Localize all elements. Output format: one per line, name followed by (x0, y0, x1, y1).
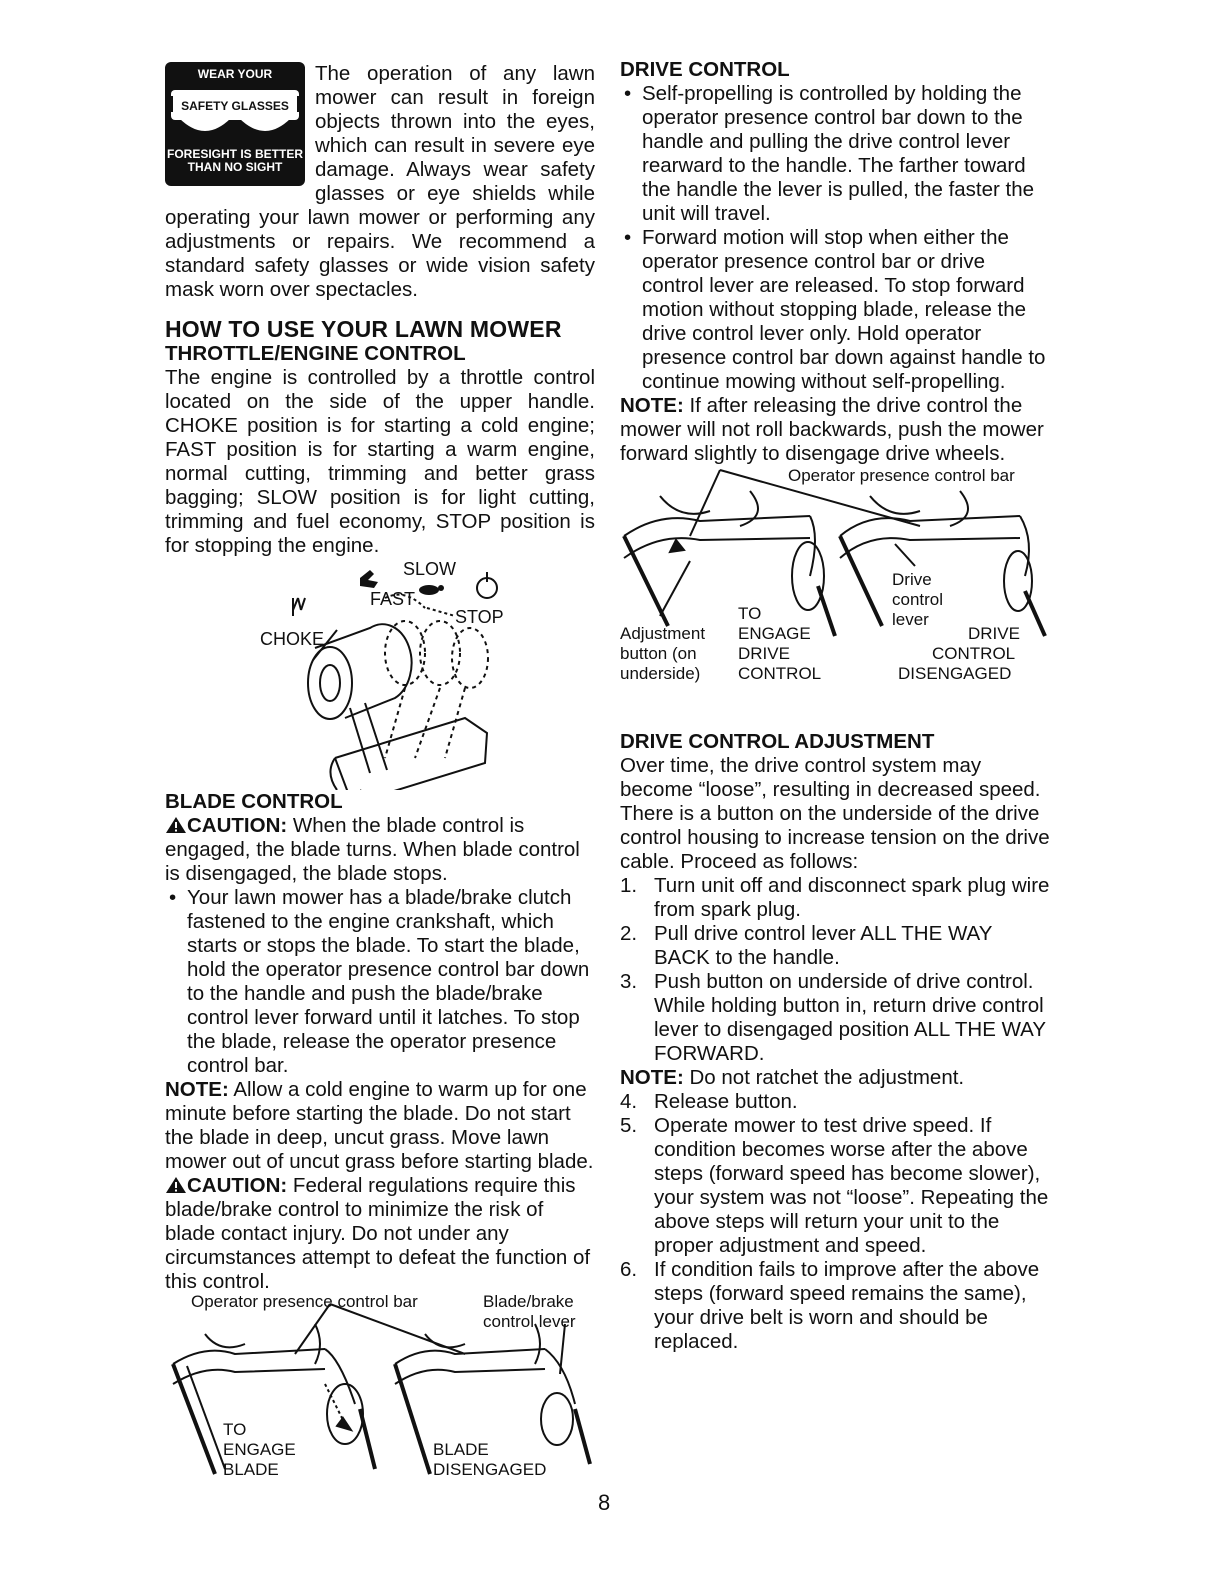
adjustment-step (620, 1258, 1050, 1354)
drive-fig-disengaged-1: DRIVE (968, 624, 1020, 643)
blade-control-heading: BLADE CONTROL (165, 790, 343, 813)
adjustment-step (620, 874, 1050, 922)
warning-triangle-icon (165, 1176, 187, 1194)
throttle-control-figure (165, 558, 595, 790)
drive-fig-operator-bar-label: Operator presence control bar (788, 466, 1015, 485)
step-text: Pull drive control lever ALL THE WAY BACK to the handle. (654, 922, 993, 969)
step-number: 1. (620, 874, 638, 897)
adjustment-heading: DRIVE CONTROL ADJUSTMENT (620, 730, 935, 753)
warning-triangle-icon (165, 816, 187, 834)
step-text: Push button on underside of drive control. While holding button in, return drive control lever to disengaged position ALL THE WAY FORWARD. (654, 970, 1046, 1065)
blade-control-figure (165, 1294, 595, 1484)
blade-fig-engage-3: BLADE (223, 1460, 279, 1479)
caution-text-1: When the blade control is engaged, the blade turns. When blade control is disengaged, the blade stops. (165, 814, 580, 885)
drive-note-text: If after releasing the drive control the mower will not roll backwards, push the mower forward slightly to disengage drive wheels. (620, 394, 1044, 465)
drive-fig-engage-2: ENGAGE (738, 624, 811, 643)
throttle-text: The engine is controlled by a throttle control located on the side of the upper handle. CHOKE position is for starting a cold engine; FAST position is for starting a warm engine, normal cutting, trimming and better grass bagging; SLOW position is for light cutting, trimming and fuel economy, STOP position is for stopping the engine. (165, 366, 595, 557)
adjustment-step (620, 922, 1050, 970)
adjustment-note-label: NOTE: (620, 1066, 684, 1089)
caution-label-1: CAUTION: (187, 814, 288, 837)
blade-note-text: Allow a cold engine to warm up for one minute before starting the blade. Do not start the blade in deep, uncut grass. Move lawn mower out of uncut grass before starting blade. (165, 1078, 594, 1173)
drive-control-heading: DRIVE CONTROL (620, 58, 790, 81)
adjustment-step (620, 1090, 1050, 1114)
drive-fig-drive-lever-3: lever (892, 610, 929, 629)
drive-fig-engage-1: TO (738, 604, 762, 623)
caution-text-2: Federal regulations require this blade/brake control to minimize the risk of blade contact injury. Do not under any circumstances attempt to defeat the function of this control. (165, 1174, 591, 1293)
intro-paragraph: The operation of any lawn mower can result in foreign objects thrown into the eyes, which can result in severe eye damage. Always wear safety glasses or eye shields while operating your lawn mower or performing any adjustments or repairs. We recommend a standard safety glasses or wide vision safety mask worn over spectacles. (165, 62, 595, 301)
drive-note-label: NOTE: (620, 394, 684, 417)
adjustment-steps (620, 874, 1050, 1066)
drive-control-figure (620, 466, 1050, 730)
adjustment-steps-continued (620, 1090, 1050, 1354)
stop-label: STOP (455, 607, 504, 627)
drive-control-illustration (620, 466, 1050, 730)
caution-label-2: CAUTION: (187, 1174, 288, 1197)
drive-control-bullet: • Forward motion will stop when either the operator presence control bar or drive control lever are released. To stop forward motion without stopping blade, release the drive control lever only. Hold operator presence control bar down against handle to continue mowing without self-propelling. (620, 226, 1050, 394)
safety-glasses-badge (165, 62, 305, 186)
throttle-heading: THROTTLE/ENGINE CONTROL (165, 342, 466, 365)
choke-label: CHOKE (260, 629, 325, 649)
step-number: 3. (620, 970, 638, 993)
step-number: 2. (620, 922, 638, 945)
drive-fig-drive-lever-2: control (892, 590, 944, 609)
step-text: Turn unit off and disconnect spark plug wire from spark plug. (654, 874, 1050, 921)
drive-fig-adjustment-2: button (on (620, 644, 697, 663)
right-column (620, 58, 1050, 1354)
drive-control-bullets (620, 82, 1050, 394)
adjustment-step (620, 970, 1050, 1066)
drive-fig-adjustment-1: Adjustment (620, 624, 706, 643)
blade-control-bullet: • Your lawn mower has a blade/brake clutch fastened to the engine crankshaft, which starts or stops the blade. To start the blade, hold the operator presence control bar down to the handle and push the blade/brake control lever forward until it latches. To stop the blade, release the operator presence control bar. (165, 886, 595, 1078)
blade-fig-disengaged-2: DISENGAGED (433, 1460, 547, 1479)
step-number: 6. (620, 1258, 638, 1281)
adjustment-intro: Over time, the drive control system may become “loose”, resulting in decreased speed. There is a button on the underside of the drive control housing to increase tension on the drive cable. Proceed as follows: (620, 754, 1050, 873)
step-number: 4. (620, 1090, 638, 1113)
blade-control-bullets (165, 886, 595, 1078)
blade-fig-lever-label-2: control lever (483, 1312, 576, 1331)
adjustment-note-text: Do not ratchet the adjustment. (689, 1066, 965, 1089)
step-text: Operate mower to test drive speed. If condition becomes worse after the above steps (forward speed has become slower), your system was not “loose”. Repeating the above steps will return your unit to the proper adjustment and speed. (654, 1114, 1049, 1257)
adjustment-step (620, 1114, 1050, 1258)
badge-line-1: WEAR YOUR (197, 67, 273, 81)
drive-fig-engage-3: DRIVE (738, 644, 790, 663)
badge-line-2: SAFETY GLASSES (181, 99, 289, 113)
blade-fig-operator-bar-label: Operator presence control bar (191, 1292, 418, 1311)
drive-fig-disengaged-3: DISENGAGED (898, 664, 1012, 683)
drive-control-bullet: • Self-propelling is controlled by holding the operator presence control bar down to the handle and pulling the drive control lever rearward to the handle. The farther toward the handle the lever is pulled, the faster the unit will travel. (620, 82, 1050, 226)
blade-fig-engage-1: TO (223, 1420, 247, 1439)
blade-fig-engage-2: ENGAGE (223, 1440, 296, 1459)
badge-line-3: FORESIGHT IS BETTER THAN NO SIGHT (166, 147, 303, 174)
drive-fig-engage-4: CONTROL (738, 664, 822, 683)
page-number: 8 (598, 1490, 611, 1515)
slow-label: SLOW (403, 559, 457, 579)
step-text: Release button. (654, 1090, 798, 1113)
left-column (165, 62, 595, 1484)
step-number: 5. (620, 1114, 638, 1137)
blade-fig-lever-label-1: Blade/brake (483, 1292, 574, 1311)
blade-fig-disengaged-1: BLADE (433, 1440, 489, 1459)
drive-fig-drive-lever-1: Drive (892, 570, 932, 589)
drive-fig-disengaged-2: CONTROL (932, 644, 1016, 663)
step-text: If condition fails to improve after the above steps (forward speed remains the same), your drive belt is worn and should be replaced. (654, 1258, 1040, 1353)
fast-label: FAST (370, 589, 416, 609)
blade-note-label: NOTE: (165, 1078, 229, 1101)
drive-fig-adjustment-3: underside) (620, 664, 701, 683)
how-to-heading: HOW TO USE YOUR LAWN MOWER (165, 316, 562, 342)
